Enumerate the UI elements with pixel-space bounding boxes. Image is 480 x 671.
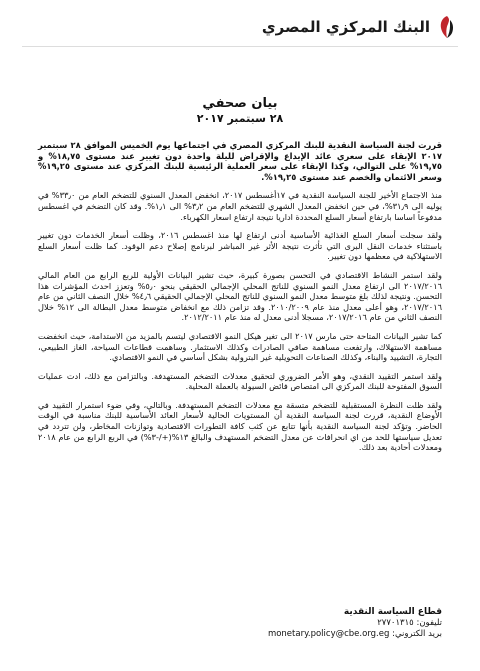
document-body: [38, 140, 442, 461]
paragraph-decision: قررت لجنة السياسة النقدية للبنك المركزي المصري في اجتماعها يوم الخميس الموافق ٢٨ سبتمبر ٢٠١٧ الإبقاء على سعري عائد الإيداع والإقراض لليلة واحدة دون تغيير عند مستوى ١٨,٧٥% و ١٩,٧٥% على التوالي، وكذا الإبقاء على سعر العملية الرئيسية للبنك المركزي عند مستوى ١٩,٢٥% وسعر الائتمان والخصم عند مستوى ١٩,٢٥%.: [38, 140, 443, 182]
paragraph-inflation: منذ الاجتماع الأخير للجنة السياسة النقدية في ١٧أغسطس ٢٠١٧، انخفض المعدل السنوي للتضخم العام من ٣٣٫٠% في يوليه الى ٣١٫٩%، في حين انخفض المعدل الشهري للتضخم العام من ٣٫٢% الى ١٫١%. وقد كان التضخم في اغسطس مدفوعاً اساسا بارتفاع أسعار السلع المحددة اداريا نتيجة ارتفاع اسعار الكهرباء.: [38, 190, 443, 222]
letterhead: [262, 14, 458, 40]
phone-line: [268, 618, 442, 629]
email-label: بريد الكتروني:: [392, 629, 442, 639]
paragraph-food-prices: ولقد سجلت أسعار السلع الغذائية الأساسية أدنى ارتفاع لها منذ اغسطس ٢٠١٦، وظلت أسعار الخدمات دون تغيير باستثناء خدمات النقل البرى التي تأثرت نتيجة الأثر غير المباشر لبرنامج إصلاح دعم الوقود. كما ظلت أسعار السلع الاستهلاكية في معظمها دون تغيير.: [38, 230, 442, 262]
paragraph-growth-structure: كما تشير البيانات المتاحة حتى مارس ٢٠١٧ الى تغير هيكل النمو الاقتصادي ليتسم بالمزيد من الاستدامة، حيث انخفضت مساهمة الاستهلاك، وارتفعت مساهمة صافي الصادرات وكذلك الاستثمار. وساهمت قطاعات السياحة، الغاز الطبيعي، التجارة، التشييد والبناء، وكذلك الصناعات التحويلية غير البترولية بشكل أساسي في النمو الاقتصادي.: [38, 330, 442, 363]
paragraph-monetary-tightening: ولقد استمر التقييد النقدي، وهو الأمر الضروري لتحقيق معدلات التضخم المستهدفة. وبالتزامن مع ذلك، ادت عمليات السوق المفتوحة للبنك المركزي الى امتصاص فائض السيولة بالعملة المحلية.: [38, 370, 442, 392]
document-date: ٢٨ سبتمبر ٢٠١٧: [196, 112, 284, 125]
phone-label: تليفون:: [416, 618, 442, 628]
paragraph-outlook: ولقد ظلت النظرة المستقبلية للتضخم متسقة مع معدلات التضخم المستهدفة. وبالتالي، وفي ضوء استمرار التقييد في الأوضاع النقدية، قررت لجنة السياسة النقدية أن المستويات الحالية لأسعار العائد الأساسية للبنك مناسبة في الوقت الحاضر. وتؤكد لجنة السياسة النقدية بأنها تتابع عن كثب كافة التطورات الاقتصادية وتوازنات المخاطر، ولن تتردد في تعديل سياستها للحد من اي انحرافات عن معدل التضخم المستهدف والبالغ ١٣%(+/-٣%) في الربع الرابع من عام ٢٠١٨ ومعدلات أحادية بعد ذلك.: [38, 399, 442, 453]
document-title: بيان صحفي: [202, 96, 278, 111]
bank-logo-icon: [436, 14, 458, 40]
email-line: [268, 629, 442, 640]
department-name: قطاع السياسة النقدية: [343, 607, 442, 617]
bank-name: البنك المركزي المصري: [261, 17, 430, 36]
header-divider: [22, 46, 458, 47]
email-link[interactable]: monetary.policy@cbe.org.eg: [267, 629, 390, 639]
paragraph-growth: ولقد استمر النشاط الاقتصادي في التحسن بصورة كبيرة، حيث تشير البيانات الأولية للربع الرابع من العام المالي ٢٠١٧/٢٠١٦ الى ارتفاع معدل النمو السنوي للناتج المحلي الإجمالي الحقيقي بنحو ٥٫٠% وتعزز احدث المؤشرات هذا التحسن. ونتيجة لذلك بلغ متوسط معدل النمو السنوي للناتج المحلي الإجمالي الحقيقي ٤٫٦% خلال النصف الثاني من عام ٢٠١٧/٢٠١٦، وهو أعلى معدل منذ عام ٢٠١٠/٢٠٠٩. وقد تزامن ذلك مع انخفاض متوسط معدل البطالة الى ١٢% خلال النصف الثاني من عام ٢٠١٧/٢٠١٦، مسجلا أدنى معدل له منذ عام ٢٠١٢/٢٠١١.: [38, 269, 443, 323]
phone-value: ٢٧٧٠١٣١٥: [377, 618, 414, 628]
signature-block: [268, 606, 442, 640]
